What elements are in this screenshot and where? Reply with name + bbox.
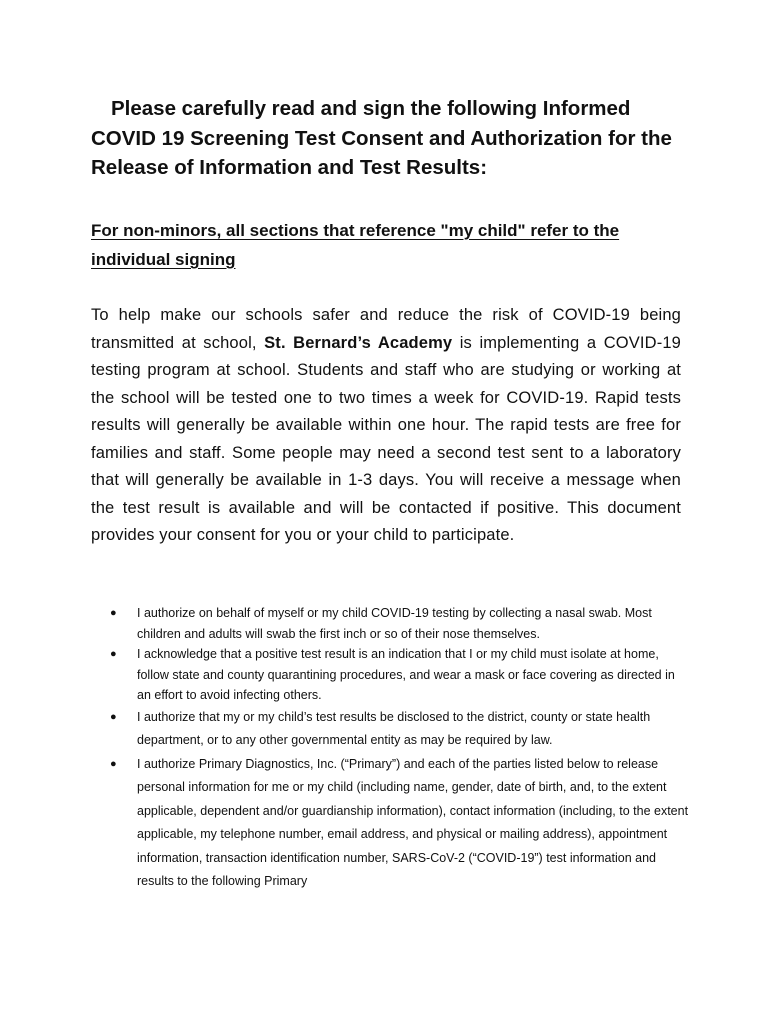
bullet-text: I authorize that my or my child’s test results be disclosed to the district, county or state health department, or to any other governmental entity as may be required by law.: [137, 709, 651, 747]
intro-text-part2: is implementing a COVID-19 testing program at school. Students and staff who are studying or working at the school will be tested one to two times a week for COVID-19. Rapid tests results will generally be available within one hour. The rapid tests are free for families and staff. Some people may need a second test sent to a laboratory that will generally be available in 1-3 days. You will receive a message when the test result is available and will be contacted if positive. This document provides your consent for you or your child to participate.: [91, 333, 681, 544]
list-item: [91, 603, 691, 644]
intro-text-part1: To help make our schools safer and reduce the risk of COVID-19 being transmitted at school,: [91, 306, 681, 352]
bullet-text: I authorize on behalf of myself or my child COVID-19 testing by collecting a nasal swab. Most children and adults will swab the first inch or so of their nose themselves.: [137, 606, 652, 641]
list-item: [91, 644, 691, 706]
list-item: [91, 706, 691, 753]
bullet-icon: ●: [110, 648, 117, 660]
bullet-icon: ●: [110, 607, 117, 619]
bullet-text: I acknowledge that a positive test result is an indication that I or my child must isolate at home, follow state and county quarantining procedures, and wear a mask or face covering as directed in an effort to avoid infecting others.: [137, 647, 675, 702]
section-subheading: For non-minors, all sections that reference "my child" refer to the individual signing: [91, 221, 620, 269]
list-item: [91, 753, 691, 894]
intro-paragraph: [91, 302, 681, 550]
document-title: Please carefully read and sign the following Informed COVID 19 Screening Test Consent and Authorization for the Release of Information and Test Results:: [91, 97, 672, 179]
school-name: St. Bernard’s Academy: [264, 333, 453, 352]
consent-bullet-list: [91, 603, 691, 894]
bullet-text: I authorize Primary Diagnostics, Inc. (“Primary”) and each of the parties listed below to release personal information for me or my child (including name, gender, date of birth, and, to the extent applicable, dependent and/or guardianship information), contact information (including, to the extent applicable, my telephone number, email address, and physical or mailing address), appointment information, transaction identification number, SARS-CoV-2 (“COVID-19”) test information and results to the following Primary: [137, 756, 689, 888]
bullet-icon: ●: [110, 710, 117, 723]
bullet-icon: ●: [110, 757, 117, 770]
